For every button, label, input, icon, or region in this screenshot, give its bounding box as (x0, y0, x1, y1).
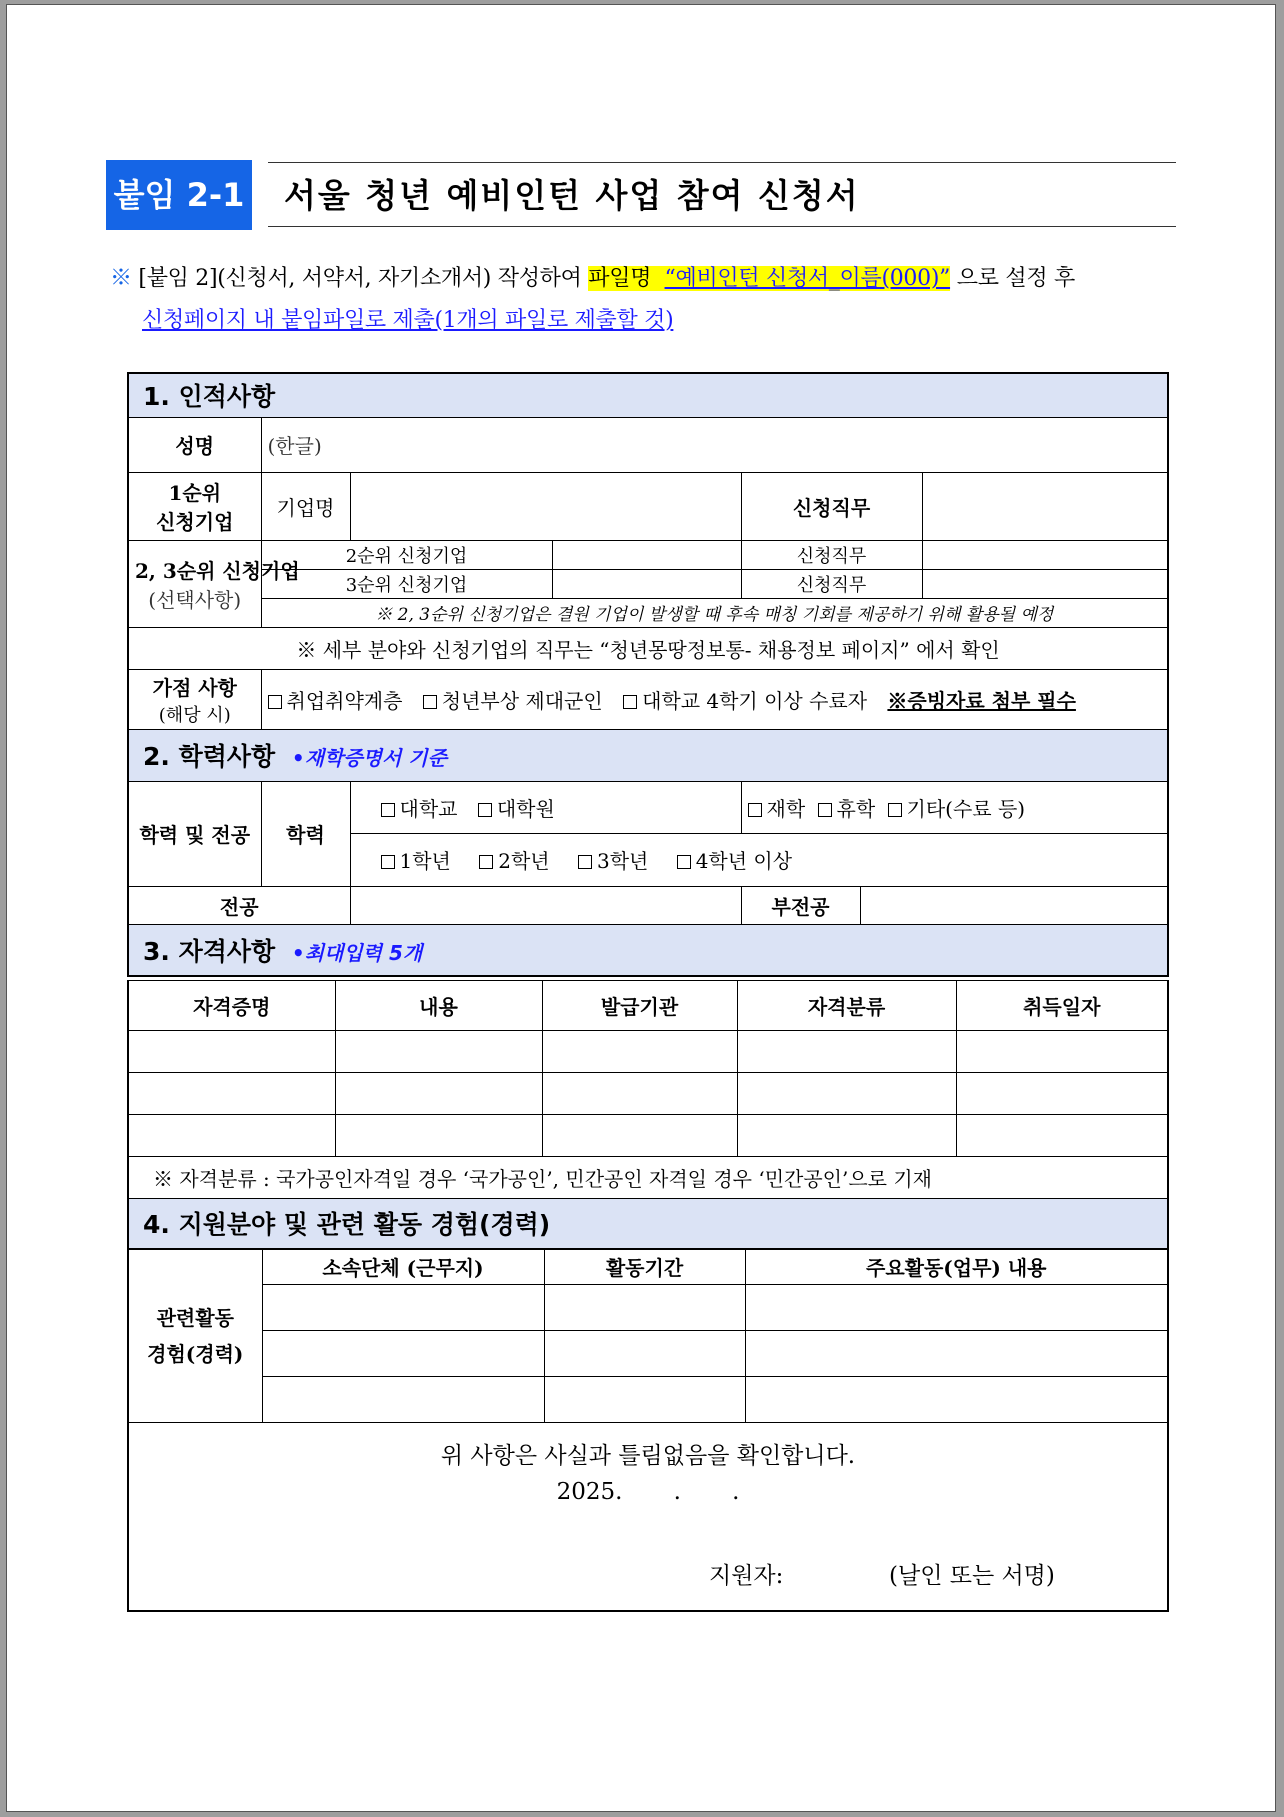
other-choice-label (128, 540, 300, 627)
table-row (128, 1377, 1168, 1423)
notice-submit-instruction: 신청페이지 내 붙임파일로 제출(1개의 파일로 제출할 것) (142, 308, 674, 333)
second-choice-job-label: 신청직무 (741, 540, 922, 569)
confirmation-statement: 위 사항은 사실과 틀림없음을 확인합니다. (440, 1443, 856, 1469)
cert-cell[interactable] (128, 1115, 335, 1157)
exp-cell[interactable] (262, 1285, 544, 1331)
minor-field[interactable] (860, 886, 1168, 924)
cert-col-date: 취득일자 (956, 981, 1168, 1031)
exp-cell[interactable] (544, 1331, 745, 1377)
title-bottom-rule (268, 226, 1176, 227)
section-certificates-title: 3. 자격사항 (143, 936, 276, 966)
experience-row-label (128, 1249, 262, 1423)
first-choice-label-line1: 1순위 (168, 481, 222, 505)
cert-col-issuer: 발급기관 (542, 981, 737, 1031)
third-choice-label: 3순위 신청기업 (261, 569, 552, 598)
checkbox-icon (677, 855, 691, 869)
section-education-subtitle: •재학증명서 기준 (291, 746, 447, 770)
cert-cell[interactable] (542, 1115, 737, 1157)
section-education-title: 2. 학력사항 (143, 742, 276, 771)
table-row (128, 1285, 1168, 1331)
bonus-sub: (해당 시) (158, 704, 231, 726)
table-row (128, 1331, 1168, 1377)
cert-cell[interactable] (956, 1073, 1168, 1115)
attachment-badge: 붙임 2-1 (106, 160, 252, 230)
cert-cell[interactable] (128, 1031, 335, 1073)
bonus-label (128, 669, 261, 729)
confirmation-date: 2025. . . (556, 1479, 740, 1505)
cert-cell[interactable] (335, 1115, 542, 1157)
experience-label-line1: 관련활동 (156, 1305, 234, 1330)
year-options (350, 833, 1168, 886)
applicant-label: 지원자: (709, 1563, 784, 1589)
school-type-options (350, 781, 741, 833)
name-label: 성명 (128, 417, 261, 472)
cert-cell[interactable] (335, 1073, 542, 1115)
second-choice-job-field[interactable] (922, 540, 1168, 569)
other-choice-optional: (선택사항) (148, 587, 242, 612)
cert-cell[interactable] (737, 1115, 956, 1157)
company-name-field[interactable] (350, 472, 741, 540)
checkbox-icon (888, 803, 902, 817)
bonus-options (261, 669, 1168, 729)
notice-text-2: 으로 설정 후 (956, 266, 1075, 291)
exp-col-period: 활동기간 (544, 1249, 745, 1285)
option-university[interactable]: 대학교 (381, 797, 458, 821)
name-hint: (한글) (267, 434, 322, 458)
edu-major-label: 학력 및 전공 (128, 781, 261, 886)
other-choice-note: ※ 2, 3순위 신청기업은 결원 기업이 발생할 때 후속 매칭 기회를 제공하기 위해 활용될 예정 (261, 598, 1168, 627)
cert-col-category: 자격분류 (737, 981, 956, 1031)
submission-notice (110, 258, 1180, 342)
exp-cell[interactable] (544, 1377, 745, 1423)
option-year-1[interactable]: 1학년 (381, 849, 451, 873)
application-form (127, 372, 1169, 977)
cert-cell[interactable] (542, 1073, 737, 1115)
notice-mark: ※ (110, 266, 132, 291)
signature-hint[interactable]: (날인 또는 서명) (889, 1563, 1055, 1589)
confirmation-block (128, 1423, 1168, 1611)
option-year-2[interactable]: 2학년 (479, 849, 549, 873)
edu-label: 학력 (261, 781, 350, 886)
enrollment-status-options (741, 781, 1168, 833)
job-label: 신청직무 (741, 472, 922, 540)
section-personal-info-title: 1. 인적사항 (143, 382, 276, 412)
cert-cell[interactable] (737, 1073, 956, 1115)
exp-cell[interactable] (745, 1331, 1168, 1377)
option-leave[interactable]: 휴학 (818, 797, 876, 821)
exp-cell[interactable] (262, 1331, 544, 1377)
checkbox-icon (748, 803, 762, 817)
company-name-label: 기업명 (261, 472, 350, 540)
other-choice-title: 2, 3순위 신청기업 (135, 558, 300, 583)
exp-cell[interactable] (745, 1377, 1168, 1423)
third-choice-job-label: 신청직무 (741, 569, 922, 598)
checkbox-icon (381, 803, 395, 817)
first-choice-label (128, 472, 261, 540)
section-education-header (128, 729, 1168, 781)
checkbox-icon (479, 855, 493, 869)
major-field[interactable] (350, 886, 741, 924)
third-choice-job-field[interactable] (922, 569, 1168, 598)
section-experience-header (128, 1199, 1168, 1249)
cert-cell[interactable] (956, 1031, 1168, 1073)
checkbox-icon (381, 855, 395, 869)
second-choice-label: 2순위 신청기업 (261, 540, 552, 569)
checkbox-icon (268, 695, 282, 709)
certificates-table (127, 980, 1169, 1250)
name-field[interactable] (261, 417, 1168, 472)
cert-note: ※ 자격분류 : 국가공인자격일 경우 ‘국가공인’, 민간공인 자격일 경우 ‘민간공인’으로 기재 (128, 1157, 1168, 1199)
major-label: 전공 (128, 886, 350, 924)
section-certificates-header (128, 924, 1168, 976)
exp-col-description: 주요활동(업무) 내용 (745, 1249, 1168, 1285)
minor-label: 부전공 (741, 886, 860, 924)
option-enrolled[interactable]: 재학 (748, 797, 806, 821)
title-top-rule (268, 162, 1176, 163)
checkbox-icon (423, 695, 437, 709)
section-certificates-subtitle: •최대입력 5개 (291, 940, 423, 965)
option-other[interactable]: 기타(수료 등) (888, 797, 1026, 821)
bonus-required-note: ※증빙자료 첨부 필수 (887, 688, 1076, 713)
table-row (128, 1115, 1168, 1157)
checkbox-icon (623, 695, 637, 709)
bonus-option-vulnerable[interactable]: 취업취약계층 (268, 689, 403, 713)
exp-cell[interactable] (544, 1285, 745, 1331)
exp-cell[interactable] (262, 1377, 544, 1423)
table-row (128, 1073, 1168, 1115)
job-field[interactable] (922, 472, 1168, 540)
table-row (128, 1031, 1168, 1073)
experience-label-line2: 경험(경력) (147, 1341, 244, 1366)
bonus-title: 가점 사항 (152, 675, 237, 700)
second-choice-field[interactable] (552, 540, 741, 569)
bonus-option-semester[interactable]: 대학교 4학기 이상 수료자 (623, 689, 867, 713)
notice-text-1: [붙임 2](신청서, 서약서, 자기소개서) 작성하여 (138, 266, 582, 291)
checkbox-icon (478, 803, 492, 817)
first-choice-label-line2: 신청기업 (156, 510, 234, 534)
cert-cell[interactable] (542, 1031, 737, 1073)
checkbox-icon (818, 803, 832, 817)
cert-cell[interactable] (956, 1115, 1168, 1157)
checkbox-icon (578, 855, 592, 869)
experience-table (127, 1248, 1169, 1612)
cert-col-name: 자격증명 (128, 981, 335, 1031)
cert-col-content: 내용 (335, 981, 542, 1031)
notice-filename-label: 파일명 (588, 266, 652, 291)
exp-cell[interactable] (745, 1285, 1168, 1331)
cert-cell[interactable] (335, 1031, 542, 1073)
page-title: 서울 청년 예비인턴 사업 참여 신청서 (284, 176, 860, 215)
notice-filename: “예비인턴 신청서_이름(000)” (664, 266, 951, 291)
detail-note: ※ 세부 분야와 신청기업의 직무는 “청년몽땅정보통- 채용정보 페이지” 에서 확인 (128, 627, 1168, 669)
option-year-3[interactable]: 3학년 (578, 849, 648, 873)
section-experience-title: 4. 지원분야 및 관련 활동 경험(경력) (143, 1210, 551, 1240)
bonus-option-veteran[interactable]: 청년부상 제대군인 (423, 689, 603, 713)
option-year-4[interactable]: 4학년 이상 (677, 849, 792, 873)
option-graduate-school[interactable]: 대학원 (478, 797, 555, 821)
cert-cell[interactable] (128, 1073, 335, 1115)
cert-cell[interactable] (737, 1031, 956, 1073)
third-choice-field[interactable] (552, 569, 741, 598)
exp-col-organization: 소속단체 (근무지) (262, 1249, 544, 1285)
section-personal-info-header (128, 373, 1168, 417)
